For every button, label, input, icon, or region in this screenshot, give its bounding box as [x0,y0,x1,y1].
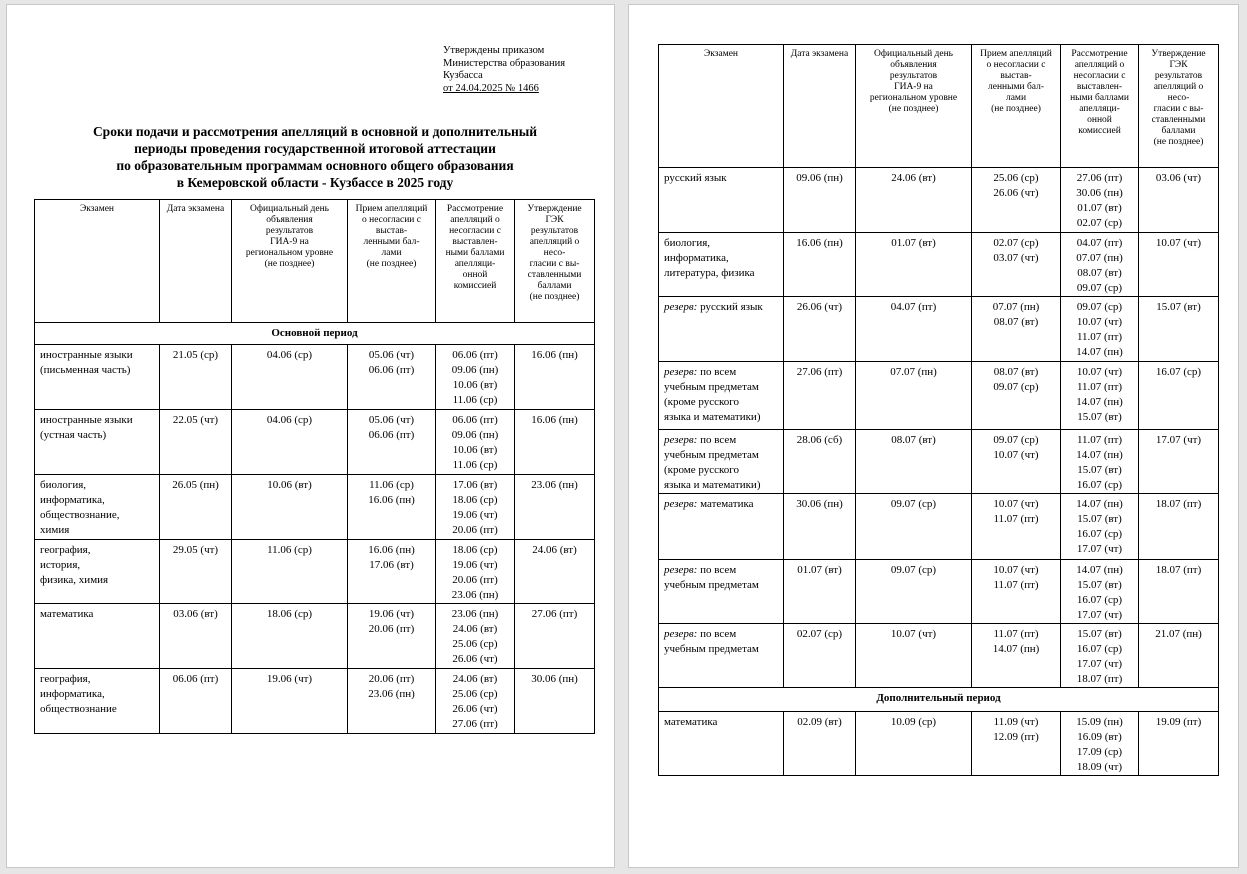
table-row [659,494,1219,560]
cell-exam: математика [35,604,160,669]
table-row [35,540,595,604]
cell-appeal-review: 18.06 (ср) 19.06 (чт) 20.06 (пт) 23.06 (пн) [436,540,515,604]
header-appeal-intake: Прием апелляций о несогласии с выстав- ленными бал- лами (не позднее) [348,200,436,323]
table-row [659,297,1219,362]
cell-exam: иностранные языки (устная часть) [35,410,160,475]
cell-exam: география, история, физика, химия [35,540,160,604]
reserve-label: резерв: [664,434,698,446]
exam-subject: по всем учебным предметам (кроме русского языка и математики) [664,366,761,423]
cell-exam: география, информатика, обществознание [35,669,160,734]
cell-exam-date: 03.06 (вт) [160,604,232,669]
cell-gek-approval: 15.07 (вт) [1139,297,1219,362]
reserve-label: резерв: [664,301,698,313]
cell-results-day: 04.06 (ср) [232,410,348,475]
cell-appeal-review: 14.07 (пн) 15.07 (вт) 16.07 (ср) 17.07 (чт) [1061,494,1139,560]
cell-exam [659,297,784,362]
cell-results-day: 24.06 (вт) [856,168,972,233]
cell-results-day: 09.07 (ср) [856,494,972,560]
document-page-2 [628,4,1239,868]
title-line: Сроки подачи и рассмотрения апелляций в основной и дополнительный [92,124,538,139]
section-additional-period: Дополнительный период [659,688,1219,712]
cell-exam-date: 02.09 (вт) [784,712,856,776]
document-page-1 [6,4,615,868]
table-row [659,168,1219,233]
table-row [659,430,1219,494]
exam-subject: по всем учебным предметам [664,564,759,591]
approval-line: Кузбасса [443,70,483,81]
approval-stamp [443,45,565,95]
cell-appeal-review: 17.06 (вт) 18.06 (ср) 19.06 (чт) 20.06 (пт) [436,475,515,540]
cell-exam: биология, информатика, литература, физика [659,233,784,297]
exam-subject: по всем учебным предметам [664,628,759,655]
header-exam-date: Дата экзамена [784,45,856,168]
header-exam: Экзамен [659,45,784,168]
appeals-table-page-1 [34,199,595,734]
header-results-day: Официальный день объявления результатов ГИА-9 на региональном уровне (не позднее) [232,200,348,323]
header-exam-date: Дата экзамена [160,200,232,323]
cell-appeal-review: 09.07 (ср) 10.07 (чт) 11.07 (пт) 14.07 (пн) [1061,297,1139,362]
cell-exam: русский язык [659,168,784,233]
title-line: периоды проведения государственной итоговой аттестации [134,141,496,156]
cell-appeal-intake: 19.06 (чт) 20.06 (пт) [348,604,436,669]
cell-gek-approval: 18.07 (пт) [1139,560,1219,624]
cell-appeal-intake: 20.06 (пт) 23.06 (пн) [348,669,436,734]
table-row [35,604,595,669]
cell-appeal-review: 23.06 (пн) 24.06 (вт) 25.06 (ср) 26.06 (чт) [436,604,515,669]
cell-results-day: 11.06 (ср) [232,540,348,604]
cell-appeal-review: 14.07 (пн) 15.07 (вт) 16.07 (ср) 17.07 (чт) [1061,560,1139,624]
cell-appeal-review: 15.07 (вт) 16.07 (ср) 17.07 (чт) 18.07 (пт) [1061,624,1139,688]
header-results-day: Официальный день объявления результатов ГИА-9 на региональном уровне (не позднее) [856,45,972,168]
section-row [659,688,1219,712]
cell-results-day: 10.09 (ср) [856,712,972,776]
cell-appeal-intake: 02.07 (ср) 03.07 (чт) [972,233,1061,297]
reserve-label: резерв: [664,366,698,378]
cell-gek-approval: 23.06 (пн) [515,475,595,540]
cell-gek-approval: 30.06 (пн) [515,669,595,734]
cell-appeal-intake: 10.07 (чт) 11.07 (пт) [972,560,1061,624]
cell-exam-date: 02.07 (ср) [784,624,856,688]
cell-appeal-intake: 11.09 (чт) 12.09 (пт) [972,712,1061,776]
cell-appeal-intake: 11.06 (ср) 16.06 (пн) [348,475,436,540]
cell-results-day: 09.07 (ср) [856,560,972,624]
cell-gek-approval: 16.06 (пн) [515,410,595,475]
section-main-period: Основной период [35,323,595,345]
cell-exam [659,362,784,430]
cell-appeal-review: 10.07 (чт) 11.07 (пт) 14.07 (пн) 15.07 (вт) [1061,362,1139,430]
cell-appeal-intake: 08.07 (вт) 09.07 (ср) [972,362,1061,430]
cell-results-day: 18.06 (ср) [232,604,348,669]
cell-results-day: 19.06 (чт) [232,669,348,734]
cell-gek-approval: 21.07 (пн) [1139,624,1219,688]
cell-exam: математика [659,712,784,776]
reserve-label: резерв: [664,498,698,510]
cell-exam [659,430,784,494]
cell-exam-date: 06.06 (пт) [160,669,232,734]
cell-exam-date: 28.06 (сб) [784,430,856,494]
cell-appeal-intake: 16.06 (пн) 17.06 (вт) [348,540,436,604]
cell-appeal-intake: 25.06 (ср) 26.06 (чт) [972,168,1061,233]
cell-exam-date: 29.05 (чт) [160,540,232,604]
cell-results-day: 10.06 (вт) [232,475,348,540]
exam-subject: русский язык [697,301,763,313]
cell-gek-approval: 19.09 (пт) [1139,712,1219,776]
cell-results-day: 04.06 (ср) [232,345,348,410]
cell-exam [659,624,784,688]
cell-exam-date: 21.05 (ср) [160,345,232,410]
reserve-label: резерв: [664,564,698,576]
cell-exam-date: 22.05 (чт) [160,410,232,475]
header-appeal-intake: Прием апелляций о несогласии с выстав- ленными бал- лами (не позднее) [972,45,1061,168]
table-row [35,345,595,410]
cell-exam-date: 26.05 (пн) [160,475,232,540]
reserve-label: резерв: [664,628,698,640]
exam-subject: математика [697,498,754,510]
header-exam: Экзамен [35,200,160,323]
table-row [35,410,595,475]
cell-appeal-intake: 05.06 (чт) 06.06 (пт) [348,410,436,475]
cell-results-day: 10.07 (чт) [856,624,972,688]
cell-gek-approval: 17.07 (чт) [1139,430,1219,494]
header-gek-approval: Утверждение ГЭК результатов апелляций о несо- гласии с вы- ставленными баллами (не позднее) [515,200,595,323]
cell-appeal-intake: 09.07 (ср) 10.07 (чт) [972,430,1061,494]
approval-order-number: от 24.04.2025 № 1466 [443,82,539,94]
exam-subject: по всем учебным предметам (кроме русского языка и математики) [664,434,761,491]
cell-results-day: 04.07 (пт) [856,297,972,362]
cell-gek-approval: 18.07 (пт) [1139,494,1219,560]
cell-results-day: 08.07 (вт) [856,430,972,494]
header-appeal-review: Рассмотрение апелляций о несогласии с выставлен- ными баллами апелляци- онной комиссией [436,200,515,323]
cell-appeal-intake: 10.07 (чт) 11.07 (пт) [972,494,1061,560]
cell-results-day: 01.07 (вт) [856,233,972,297]
cell-gek-approval: 03.06 (чт) [1139,168,1219,233]
cell-exam-date: 01.07 (вт) [784,560,856,624]
cell-results-day: 07.07 (пн) [856,362,972,430]
table-row [659,362,1219,430]
cell-gek-approval: 10.07 (чт) [1139,233,1219,297]
cell-appeal-review: 27.06 (пт) 30.06 (пн) 01.07 (вт) 02.07 (ср) [1061,168,1139,233]
title-line: по образовательным программам основного общего образования [116,158,514,173]
cell-exam-date: 16.06 (пн) [784,233,856,297]
table-row [35,475,595,540]
cell-appeal-intake: 07.07 (пн) 08.07 (вт) [972,297,1061,362]
cell-gek-approval: 24.06 (вт) [515,540,595,604]
approval-line: Утверждены приказом [443,45,545,56]
cell-gek-approval: 16.06 (пн) [515,345,595,410]
header-appeal-review: Рассмотрение апелляций о несогласии с выставлен- ными баллами апелляци- онной комиссией [1061,45,1139,168]
table-row [35,669,595,734]
cell-exam-date: 09.06 (пн) [784,168,856,233]
table-row [659,712,1219,776]
cell-exam-date: 26.06 (чт) [784,297,856,362]
cell-appeal-review: 06.06 (пт) 09.06 (пн) 10.06 (вт) 11.06 (ср) [436,345,515,410]
table-row [659,560,1219,624]
approval-line: Министерства образования [443,57,566,69]
cell-appeal-intake: 11.07 (пт) 14.07 (пн) [972,624,1061,688]
cell-gek-approval: 27.06 (пт) [515,604,595,669]
cell-exam-date: 30.06 (пн) [784,494,856,560]
table-row [659,233,1219,297]
cell-exam: иностранные языки (письменная часть) [35,345,160,410]
header-gek-approval: Утверждение ГЭК результатов апелляций о несо- гласии с вы- ставленными баллами (не позднее) [1139,45,1219,168]
cell-appeal-review: 04.07 (пт) 07.07 (пн) 08.07 (вт) 09.07 (ср) [1061,233,1139,297]
title-line: в Кемеровской области - Кузбассе в 2025 году [176,175,454,190]
table-row [659,624,1219,688]
cell-gek-approval: 16.07 (ср) [1139,362,1219,430]
cell-appeal-review: 15.09 (пн) 16.09 (вт) 17.09 (ср) 18.09 (чт) [1061,712,1139,776]
cell-appeal-review: 06.06 (пт) 09.06 (пн) 10.06 (вт) 11.06 (ср) [436,410,515,475]
cell-appeal-review: 24.06 (вт) 25.06 (ср) 26.06 (чт) 27.06 (пт) [436,669,515,734]
cell-exam [659,494,784,560]
cell-appeal-intake: 05.06 (чт) 06.06 (пт) [348,345,436,410]
cell-exam-date: 27.06 (пт) [784,362,856,430]
cell-exam [659,560,784,624]
document-title [35,123,595,191]
cell-exam: биология, информатика, обществознание, химия [35,475,160,540]
cell-appeal-review: 11.07 (пт) 14.07 (пн) 15.07 (вт) 16.07 (ср) [1061,430,1139,494]
appeals-table-page-2 [658,44,1219,776]
